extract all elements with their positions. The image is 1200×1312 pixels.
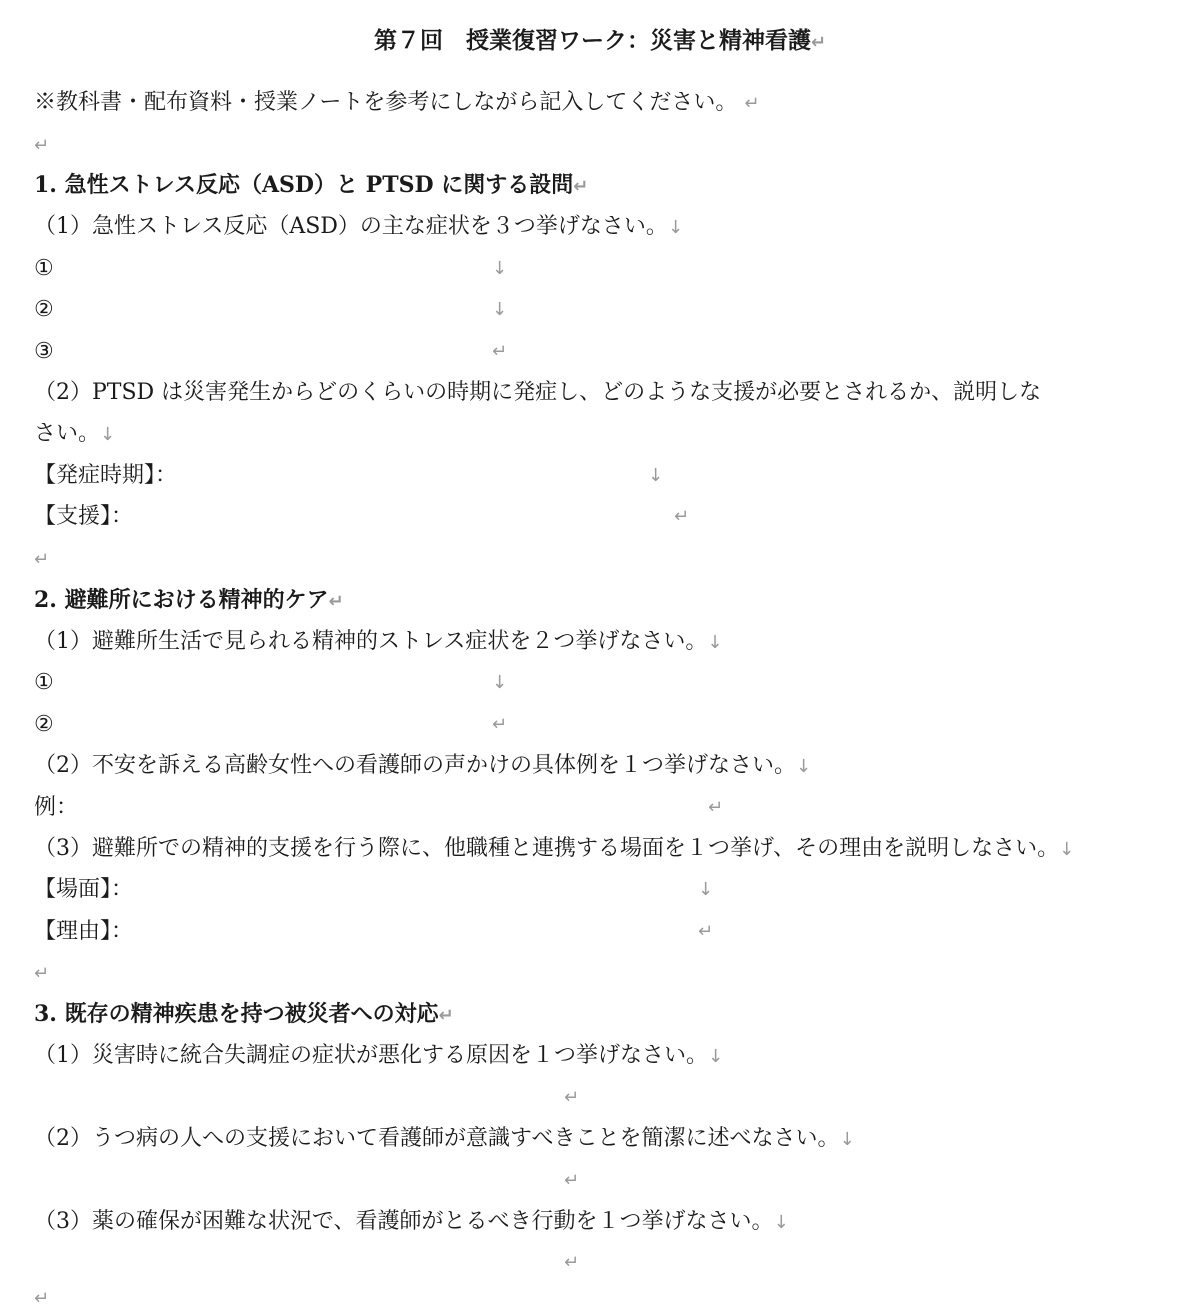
line-break-icon: ↓: [839, 1129, 855, 1150]
s1-question-1: [34, 206, 1200, 247]
paragraph-mark-icon: ↵: [34, 135, 50, 156]
circled-number-1: ①: [34, 256, 54, 281]
section-heading-text: 1. 急性ストレス反応（ASD）と PTSD に関する設問: [34, 172, 574, 198]
answer-line: [34, 869, 1200, 910]
answer-line: [34, 248, 1200, 289]
line-break-icon: ↓: [100, 424, 116, 445]
section-heading-text: 2. 避難所における精神的ケア: [34, 587, 329, 613]
s2-question-1: [34, 621, 1200, 662]
question-text: （2）うつ病の人への支援において看護師が意識すべきことを簡潔に述べなさい。: [34, 1126, 840, 1151]
line-break-icon: ↓: [492, 299, 508, 320]
paragraph-mark-icon: ↵: [34, 549, 50, 570]
answer-line: [34, 704, 1200, 745]
paragraph-mark-icon: ↵: [564, 1087, 580, 1108]
title-text: 第７回 授業復習ワーク：災害と精神看護: [373, 27, 811, 54]
onset-label: 【発症時期】：: [34, 463, 178, 488]
line-break-icon: ↓: [773, 1212, 789, 1233]
question-text: （1）避難所生活で見られる精神的ストレス症状を２つ挙げなさい。: [34, 629, 708, 654]
paragraph-mark-icon: ↵: [810, 32, 827, 53]
line-break-icon: ↓: [796, 756, 812, 777]
question-text: （2）PTSD は災害発生からどのくらいの時期に発症し、どのような支援が必要とされるか、説明しな: [34, 380, 1042, 405]
s1-question-2: [34, 372, 1200, 413]
paragraph-mark-icon: ↵: [674, 506, 690, 527]
paragraph-mark-icon: ↵: [328, 591, 344, 612]
empty-line: [34, 1284, 1200, 1311]
paragraph-mark-icon: ↵: [34, 963, 50, 984]
question-text: （3）薬の確保が困難な状況で、看護師がとるべき行動を１つ挙げなさい。: [34, 1209, 774, 1234]
paragraph-mark-icon: ↵: [34, 1288, 50, 1309]
question-text: （3）避難所での精神的支援を行う際に、他職種と連携する場面を１つ挙げ、その理由を説明しなさい。: [34, 836, 1060, 861]
instruction-line: [34, 82, 1200, 123]
answer-line: [0, 1077, 1200, 1118]
paragraph-mark-icon: ↵: [698, 921, 714, 942]
question-text: （2）不安を訴える高齢女性への看護師の声かけの具体例を１つ挙げなさい。: [34, 753, 796, 778]
empty-line: [34, 952, 1200, 993]
answer-line: [34, 331, 1200, 372]
answer-line: [34, 455, 1200, 496]
question-text: （1）災害時に統合失調症の症状が悪化する原因を１つ挙げなさい。: [34, 1043, 708, 1068]
circled-number-2: ②: [34, 297, 54, 322]
instruction-text: ※教科書・配布資料・授業ノートを参考にしながら記入してください。: [34, 90, 738, 115]
empty-line: [34, 124, 1200, 165]
answer-line: [34, 787, 1200, 828]
s2-question-2: [34, 745, 1200, 786]
line-break-icon: ↓: [1059, 839, 1075, 860]
paragraph-mark-icon: ↵: [438, 1005, 454, 1026]
line-break-icon: ↓: [708, 1046, 724, 1067]
answer-line: [34, 911, 1200, 952]
line-break-icon: ↓: [492, 258, 508, 279]
section-heading-text: 3. 既存の精神疾患を持つ被災者への対応: [34, 1001, 439, 1027]
paragraph-mark-icon: ↵: [573, 176, 589, 197]
s3-question-1: [34, 1035, 1200, 1076]
document-title: [0, 20, 1200, 61]
paragraph-mark-icon: ↵: [564, 1252, 580, 1273]
s1-question-2-cont: [34, 413, 1200, 454]
circled-number-3: ③: [34, 339, 54, 364]
answer-line: [34, 289, 1200, 330]
scene-label: 【場面】：: [34, 877, 134, 902]
section3-heading: [34, 994, 1200, 1035]
example-label: 例：: [34, 795, 79, 820]
s3-question-2: [34, 1118, 1200, 1159]
section1-heading: [34, 165, 1200, 206]
answer-line: [34, 662, 1200, 703]
empty-line: [34, 538, 1200, 579]
paragraph-mark-icon: ↵: [492, 341, 508, 362]
line-break-icon: ↓: [698, 879, 714, 900]
circled-number-2: ②: [34, 712, 54, 737]
reason-label: 【理由】：: [34, 919, 134, 944]
section2-heading: [34, 580, 1200, 621]
line-break-icon: ↓: [648, 465, 664, 486]
line-break-icon: ↓: [707, 632, 723, 653]
s3-question-3: [34, 1201, 1200, 1242]
s2-question-3: [34, 828, 1200, 869]
answer-line: [34, 496, 1200, 537]
support-label: 【支援】：: [34, 504, 134, 529]
question-text: （1）急性ストレス反応（ASD）の主な症状を３つ挙げなさい。: [34, 214, 668, 239]
question-text: さい。: [34, 421, 101, 446]
paragraph-mark-icon: ↵: [492, 714, 508, 735]
circled-number-1: ①: [34, 670, 54, 695]
answer-line: [0, 1242, 1200, 1283]
line-break-icon: ↓: [492, 672, 508, 693]
paragraph-mark-icon: ↵: [708, 797, 724, 818]
paragraph-mark-icon: ↵: [744, 93, 760, 114]
line-break-icon: ↓: [667, 217, 684, 238]
paragraph-mark-icon: ↵: [564, 1170, 580, 1191]
answer-line: [0, 1160, 1200, 1201]
